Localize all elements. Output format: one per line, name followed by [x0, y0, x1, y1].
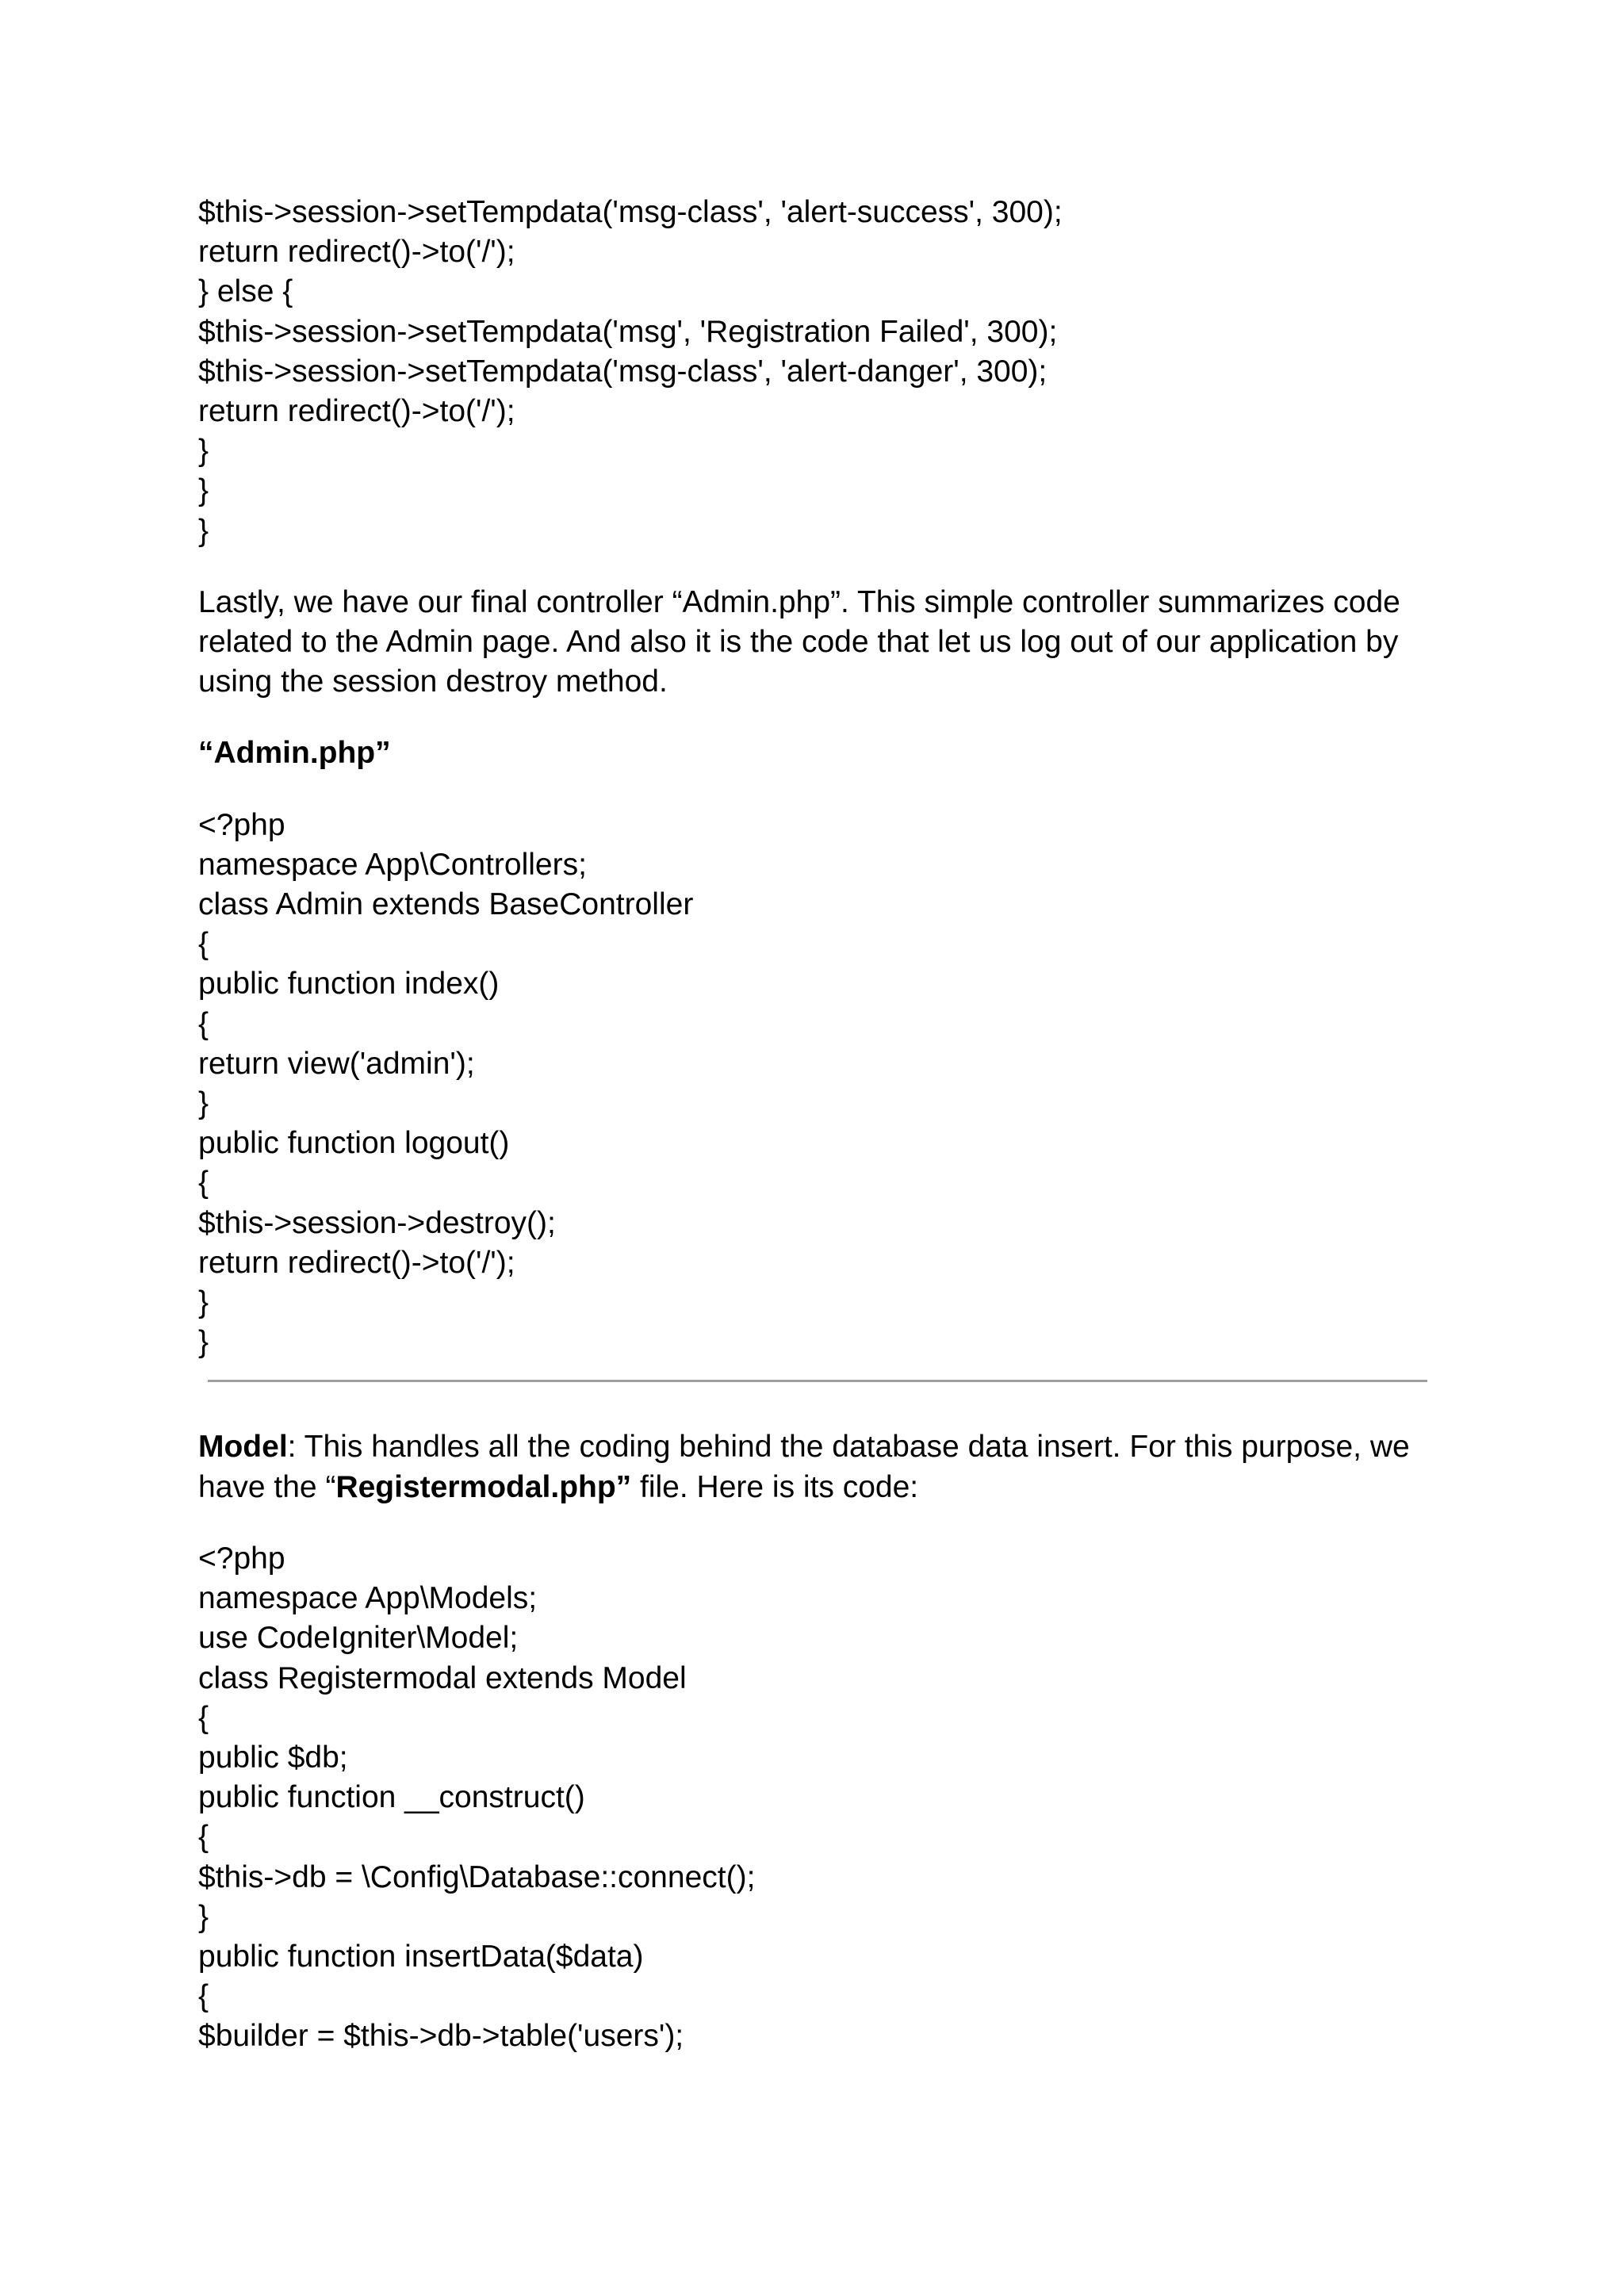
- code-line: public function index(): [198, 967, 500, 1001]
- code-line: }: [198, 513, 209, 548]
- code-line: {: [198, 1700, 209, 1735]
- paragraph-line: using the session destroy method.: [198, 664, 668, 699]
- page-content: [198, 193, 1435, 2057]
- code-line: $this->session->setTempdata('msg', 'Registration Failed', 300);: [198, 314, 1058, 349]
- code-line: namespace App\Controllers;: [198, 847, 587, 882]
- model-filename: Registermodal.php”: [335, 1469, 632, 1504]
- code-line: return redirect()->to('/');: [198, 394, 515, 429]
- paragraph-line: [198, 1468, 1435, 1507]
- code-line: $builder = $this->db->table('users');: [198, 2019, 684, 2054]
- code-line: {: [198, 927, 209, 962]
- code-line: use CodeIgniter\Model;: [198, 1621, 519, 1656]
- code-line: public $db;: [198, 1740, 348, 1775]
- code-line: {: [198, 1979, 209, 2014]
- code-line: $this->session->setTempdata('msg-class', 'alert-danger', 300);: [198, 354, 1048, 389]
- code-line: <?php: [198, 1541, 285, 1576]
- code-line: {: [198, 1006, 209, 1041]
- code-line: $this->session->destroy();: [198, 1205, 556, 1240]
- model-label: Model: [198, 1430, 288, 1465]
- code-line: public function insertData($data): [198, 1939, 644, 1974]
- code-line: }: [198, 434, 209, 469]
- code-line: {: [198, 1820, 209, 1855]
- code-line: }: [198, 1325, 209, 1360]
- paragraph-line: related to the Admin page. And also it is the code that let us log out of our application by: [198, 625, 1399, 660]
- code-line: {: [198, 1166, 209, 1201]
- code-line: } else {: [198, 274, 293, 309]
- code-block-admin: [198, 806, 1435, 1363]
- code-line: public function __construct(): [198, 1780, 585, 1815]
- code-line: return redirect()->to('/');: [198, 235, 515, 270]
- code-line: return view('admin');: [198, 1046, 475, 1081]
- code-line: $this->db = \Config\Database::connect();: [198, 1859, 756, 1894]
- code-line: }: [198, 1285, 209, 1320]
- code-line: $this->session->setTempdata('msg-class', 'alert-success', 300);: [198, 195, 1063, 229]
- code-line: }: [198, 1899, 209, 1934]
- code-line: class Admin extends BaseController: [198, 887, 694, 922]
- admin-intro-paragraph: [198, 583, 1435, 703]
- model-paragraph: [198, 1427, 1435, 1507]
- model-text: file. Here is its code:: [631, 1469, 919, 1504]
- code-line: <?php: [198, 807, 285, 842]
- code-block-model: [198, 1539, 1435, 2057]
- code-line: class Registermodal extends Model: [198, 1660, 687, 1695]
- horizontal-divider: [208, 1380, 1427, 1382]
- paragraph-line: Lastly, we have our final controller “Admin.php”. This simple controller summarizes code: [198, 584, 1400, 619]
- code-line: return redirect()->to('/');: [198, 1245, 515, 1280]
- model-text: have the “: [198, 1469, 336, 1504]
- model-text: : This handles all the coding behind the database data insert. For this purpose, we: [287, 1430, 1410, 1465]
- admin-file-heading: “Admin.php”: [198, 736, 391, 771]
- code-line: }: [198, 473, 209, 508]
- code-line: }: [198, 1086, 209, 1121]
- code-line: public function logout(): [198, 1126, 510, 1161]
- paragraph-line: [198, 1427, 1435, 1467]
- code-line: namespace App\Models;: [198, 1581, 538, 1616]
- code-block-register-tail: [198, 193, 1435, 551]
